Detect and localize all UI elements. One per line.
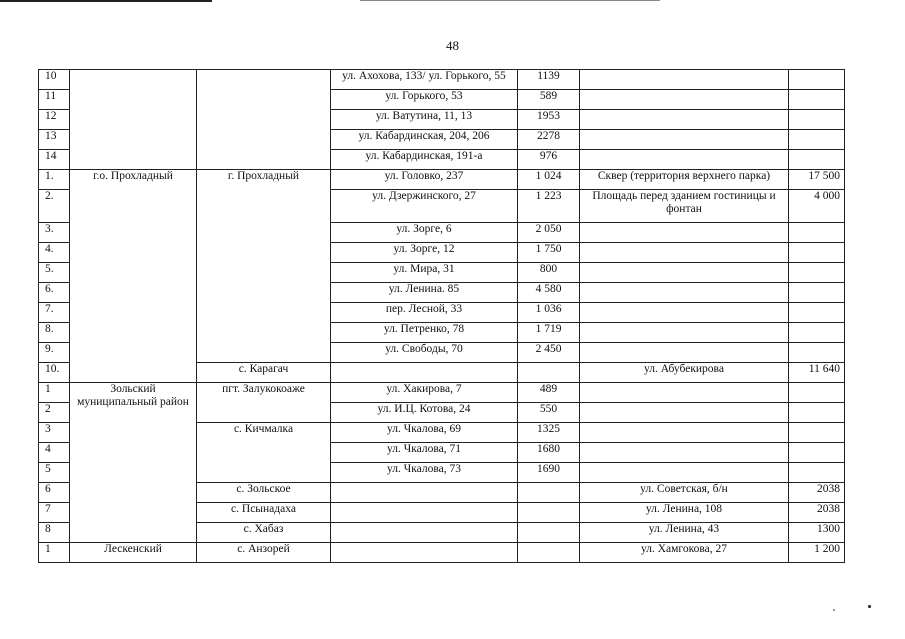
public-space-area-cell: 11 640 (789, 363, 845, 383)
public-space-cell: ул. Советская, б/н (580, 483, 789, 503)
address-cell: ул. Головко, 237 (331, 170, 518, 190)
area-cell: 1139 (518, 70, 580, 90)
row-number: 12 (39, 110, 70, 130)
area-cell: 2278 (518, 130, 580, 150)
public-space-cell (580, 383, 789, 403)
public-space-area-cell (789, 70, 845, 90)
public-space-area-cell: 1 200 (789, 543, 845, 563)
public-space-area-cell (789, 343, 845, 363)
table-row (39, 383, 845, 403)
public-space-cell (580, 343, 789, 363)
row-number: 7 (39, 503, 70, 523)
row-number: 10 (39, 70, 70, 90)
public-space-cell: Площадь перед зданием гостиницы и фонтан (580, 190, 789, 223)
settlement-cell: с. Зольское (197, 483, 331, 503)
address-cell: ул. Зорге, 6 (331, 223, 518, 243)
scan-speck (833, 609, 835, 611)
address-cell (331, 543, 518, 563)
settlement-cell: с. Псынадаха (197, 503, 331, 523)
public-space-cell: ул. Абубекирова (580, 363, 789, 383)
address-cell: ул. Ленина. 85 (331, 283, 518, 303)
public-space-area-cell (789, 283, 845, 303)
public-space-area-cell (789, 383, 845, 403)
public-space-cell (580, 130, 789, 150)
top-rule-left (0, 0, 212, 2)
area-cell: 489 (518, 383, 580, 403)
area-cell: 1680 (518, 443, 580, 463)
row-number: 14 (39, 150, 70, 170)
addresses-table (38, 69, 845, 563)
public-space-area-cell (789, 243, 845, 263)
area-cell: 1690 (518, 463, 580, 483)
row-number: 8 (39, 523, 70, 543)
public-space-cell (580, 443, 789, 463)
public-space-cell (580, 303, 789, 323)
public-space-area-cell (789, 403, 845, 423)
settlement-cell: с. Кичмалка (197, 423, 331, 483)
area-cell: 1953 (518, 110, 580, 130)
scan-speck (868, 605, 871, 608)
row-number: 6 (39, 483, 70, 503)
row-number: 10. (39, 363, 70, 383)
settlement-cell: г. Прохладный (197, 170, 331, 363)
address-cell: ул. Ахохова, 133/ ул. Горького, 55 (331, 70, 518, 90)
area-cell: 1325 (518, 423, 580, 443)
district-cell: Лескенский (70, 543, 197, 563)
area-cell: 976 (518, 150, 580, 170)
table-row (39, 543, 845, 563)
row-number: 6. (39, 283, 70, 303)
area-cell: 4 580 (518, 283, 580, 303)
row-number: 4. (39, 243, 70, 263)
public-space-area-cell (789, 323, 845, 343)
row-number: 11 (39, 90, 70, 110)
address-cell: ул. Петренко, 78 (331, 323, 518, 343)
row-number: 4 (39, 443, 70, 463)
area-cell (518, 523, 580, 543)
public-space-area-cell: 17 500 (789, 170, 845, 190)
area-cell (518, 543, 580, 563)
area-cell (518, 483, 580, 503)
public-space-area-cell (789, 423, 845, 443)
public-space-area-cell: 4 000 (789, 190, 845, 223)
row-number: 9. (39, 343, 70, 363)
address-cell: ул. Свободы, 70 (331, 343, 518, 363)
address-cell: ул. Зорге, 12 (331, 243, 518, 263)
settlement-cell: с. Хабаз (197, 523, 331, 543)
public-space-cell (580, 110, 789, 130)
page-number: 48 (446, 38, 459, 53)
area-cell: 2 050 (518, 223, 580, 243)
public-space-cell (580, 463, 789, 483)
public-space-cell (580, 243, 789, 263)
public-space-cell (580, 90, 789, 110)
public-space-area-cell (789, 463, 845, 483)
district-cell: Зольский муниципальный район (70, 383, 197, 543)
address-cell: ул. Хакирова, 7 (331, 383, 518, 403)
public-space-area-cell (789, 130, 845, 150)
public-space-cell (580, 263, 789, 283)
table-row (39, 70, 845, 90)
row-number: 5. (39, 263, 70, 283)
settlement-cell: с. Анзорей (197, 543, 331, 563)
public-space-cell (580, 403, 789, 423)
area-cell: 1 750 (518, 243, 580, 263)
row-number: 3. (39, 223, 70, 243)
settlement-cell (197, 70, 331, 170)
address-cell: ул. Ватутина, 11, 13 (331, 110, 518, 130)
area-cell: 1 223 (518, 190, 580, 223)
public-space-area-cell: 2038 (789, 503, 845, 523)
area-cell (518, 363, 580, 383)
address-cell: ул. Мира, 31 (331, 263, 518, 283)
public-space-area-cell: 1300 (789, 523, 845, 543)
address-cell: ул. Чкалова, 69 (331, 423, 518, 443)
district-cell: г.о. Прохладный (70, 170, 197, 383)
row-number: 3 (39, 423, 70, 443)
public-space-cell: ул. Ленина, 108 (580, 503, 789, 523)
row-number: 7. (39, 303, 70, 323)
address-cell: ул. Чкалова, 73 (331, 463, 518, 483)
address-cell: ул. Чкалова, 71 (331, 443, 518, 463)
area-cell: 550 (518, 403, 580, 423)
area-cell: 1 036 (518, 303, 580, 323)
settlement-cell: пгт. Залукокоаже (197, 383, 331, 423)
public-space-area-cell (789, 90, 845, 110)
address-cell (331, 363, 518, 383)
public-space-area-cell (789, 263, 845, 283)
area-cell (518, 503, 580, 523)
address-cell: ул. И.Ц. Котова, 24 (331, 403, 518, 423)
table-row (39, 170, 845, 190)
top-rule-right (360, 0, 660, 1)
row-number: 1 (39, 383, 70, 403)
public-space-cell (580, 323, 789, 343)
row-number: 13 (39, 130, 70, 150)
address-cell (331, 503, 518, 523)
address-cell (331, 523, 518, 543)
row-number: 8. (39, 323, 70, 343)
area-cell: 1 024 (518, 170, 580, 190)
address-cell: ул. Дзержинского, 27 (331, 190, 518, 223)
row-number: 5 (39, 463, 70, 483)
area-cell: 1 719 (518, 323, 580, 343)
district-cell (70, 70, 197, 170)
public-space-area-cell (789, 223, 845, 243)
address-cell: ул. Горького, 53 (331, 90, 518, 110)
row-number: 2. (39, 190, 70, 223)
public-space-cell: ул. Хамгокова, 27 (580, 543, 789, 563)
public-space-cell (580, 423, 789, 443)
address-cell: ул. Кабардинская, 191-а (331, 150, 518, 170)
public-space-cell (580, 70, 789, 90)
row-number: 1 (39, 543, 70, 563)
public-space-cell (580, 283, 789, 303)
public-space-area-cell (789, 110, 845, 130)
area-cell: 800 (518, 263, 580, 283)
row-number: 2 (39, 403, 70, 423)
address-cell (331, 483, 518, 503)
row-number: 1. (39, 170, 70, 190)
address-cell: ул. Кабардинская, 204, 206 (331, 130, 518, 150)
area-cell: 589 (518, 90, 580, 110)
public-space-area-cell (789, 443, 845, 463)
public-space-area-cell (789, 150, 845, 170)
public-space-cell (580, 150, 789, 170)
public-space-cell (580, 223, 789, 243)
public-space-area-cell (789, 303, 845, 323)
settlement-cell: с. Карагач (197, 363, 331, 383)
public-space-cell: Сквер (территория верхнего парка) (580, 170, 789, 190)
public-space-area-cell: 2038 (789, 483, 845, 503)
address-cell: пер. Лесной, 33 (331, 303, 518, 323)
public-space-cell: ул. Ленина, 43 (580, 523, 789, 543)
area-cell: 2 450 (518, 343, 580, 363)
